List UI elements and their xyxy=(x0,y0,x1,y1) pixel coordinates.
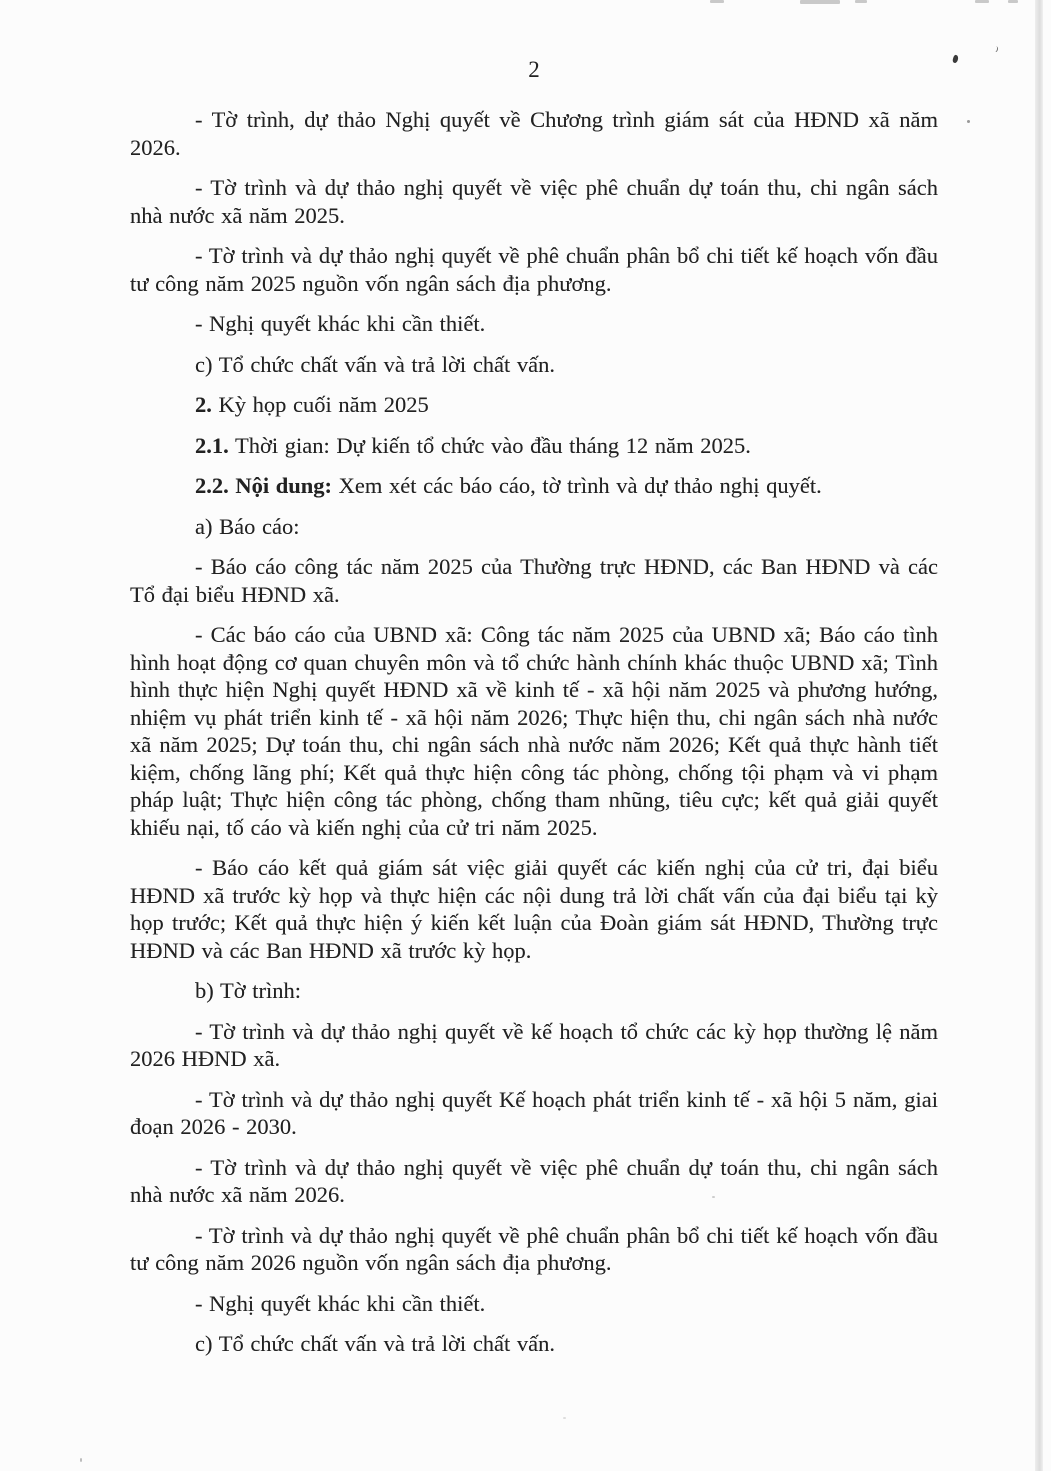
paragraph xyxy=(130,621,938,841)
section-item-c xyxy=(130,351,938,379)
paragraph xyxy=(130,1222,938,1277)
subheading-thoi-gian xyxy=(130,432,938,460)
paragraph xyxy=(130,1086,938,1141)
paragraph xyxy=(130,242,938,297)
paragraph xyxy=(130,1018,938,1073)
scan-speckle xyxy=(967,120,970,123)
paragraph-text: - Tờ trình và dự thảo nghị quyết Kế hoạch phát triển kinh tế - xã hội 5 năm, giai đoạn 2026 - 2030. xyxy=(130,1086,938,1139)
scan-artifact xyxy=(800,0,840,4)
paragraph-text: - Nghị quyết khác khi cần thiết. xyxy=(195,1290,486,1316)
paragraph-text: a) Báo cáo: xyxy=(195,513,300,539)
paragraph-text: - Tờ trình và dự thảo nghị quyết về việc phê chuẩn dự toán thu, chi ngân sách nhà nước xã năm 2025. xyxy=(130,175,938,228)
paragraph xyxy=(130,854,938,964)
scan-artifact xyxy=(975,0,989,3)
section-item-c xyxy=(130,1330,938,1358)
heading-number: 2. xyxy=(195,392,212,417)
subheading-noi-dung xyxy=(130,472,938,500)
paragraph-text: b) Tờ trình: xyxy=(195,978,301,1003)
paragraph xyxy=(130,174,938,229)
paragraph xyxy=(130,106,938,161)
page-number: 2 xyxy=(528,57,540,82)
paragraph-text: - Tờ trình và dự thảo nghị quyết về kế hoạch tổ chức các kỳ họp thường lệ năm 2026 HĐND xã. xyxy=(130,1018,938,1071)
section-item-b xyxy=(130,977,938,1005)
paragraph xyxy=(130,1154,938,1209)
paragraph-text: - Tờ trình và dự thảo nghị quyết về phê chuẩn phân bổ chi tiết kế hoạch vốn đầu tư công năm 2026 nguồn vốn ngân sách địa phương. xyxy=(130,1222,938,1275)
paragraph-text: - Tờ trình và dự thảo nghị quyết về việc phê chuẩn dự toán thu, chi ngân sách nhà nước xã năm 2026. xyxy=(130,1154,938,1207)
heading-ky-hop-cuoi-nam xyxy=(130,391,938,419)
scan-speckle xyxy=(80,1458,82,1462)
section-item-a xyxy=(130,513,938,541)
paragraph xyxy=(130,553,938,608)
paragraph-text: - Tờ trình và dự thảo nghị quyết về phê chuẩn phân bổ chi tiết kế hoạch vốn đầu tư công năm 2025 nguồn vốn ngân sách địa phương. xyxy=(130,243,938,296)
heading-text: Kỳ họp cuối năm 2025 xyxy=(211,392,429,417)
paragraph xyxy=(130,310,938,338)
heading-number: 2.1. xyxy=(195,432,229,458)
scan-edge-line xyxy=(1035,0,1043,1471)
paragraph xyxy=(130,1290,938,1318)
paragraph-text: - Nghị quyết khác khi cần thiết. xyxy=(195,311,486,336)
heading-text: Xem xét các báo cáo, tờ trình và dự thảo nghị quyết. xyxy=(332,473,822,498)
paragraph-text: c) Tổ chức chất vấn và trả lời chất vấn. xyxy=(195,351,556,377)
paragraph-text: - Các báo cáo của UBND xã: Công tác năm 2025 của UBND xã; Báo cáo tình hình hoạt động cơ quan chuyên môn và tổ chức hành chính khác thuộc UBND xã; Tình hình thực hiện Nghị quyết HĐND xã về kinh tế - xã hội năm 2025 và phương hướng, nhiệm vụ phát triển kinh tế - xã hội năm 2026; Thực hiện thu, chi ngân sách nhà nước xã năm 2025; Dự toán thu, chi ngân sách nhà nước năm 2026; Kết quả thực hành tiết kiệm, chống lãng phí; Kết quả thực hiện công tác phòng, chống tội phạm và vi phạm pháp luật; Thực hiện công tác phòng, chống tham nhũng, tiêu cực; kết quả giải quyết khiếu nại, tố cáo và kiến nghị của cử tri năm 2025. xyxy=(130,622,938,840)
scan-speckle xyxy=(563,1417,566,1419)
paragraph-text: - Báo cáo công tác năm 2025 của Thường trực HĐND, các Ban HĐND và các Tổ đại biểu HĐND xã. xyxy=(130,554,938,607)
scan-speckle xyxy=(992,45,998,52)
scan-artifact xyxy=(710,0,724,3)
scan-artifact xyxy=(855,0,867,3)
paragraph-text: c) Tổ chức chất vấn và trả lời chất vấn. xyxy=(195,1331,556,1356)
document-body xyxy=(130,55,938,1371)
scan-artifact xyxy=(1008,0,1018,3)
scan-speckle xyxy=(952,54,959,63)
paragraph-text: - Báo cáo kết quả giám sát việc giải quyết các kiến nghị của cử tri, đại biểu HĐND xã trước kỳ họp và thực hiện các nội dung trả lời chất vấn của đại biểu tại kỳ họp trước; Kết quả thực hiện ý kiến kết luận của Đoàn giám sát HĐND, Thường trực HĐND và các Ban HĐND xã trước kỳ họp. xyxy=(130,855,938,963)
paragraph-text: - Tờ trình, dự thảo Nghị quyết về Chương trình giám sát của HĐND xã năm 2026. xyxy=(130,107,938,160)
heading-number: 2.2. Nội dung: xyxy=(195,473,333,498)
heading-text: Thời gian: Dự kiến tổ chức vào đầu tháng 12 năm 2025. xyxy=(228,432,751,458)
